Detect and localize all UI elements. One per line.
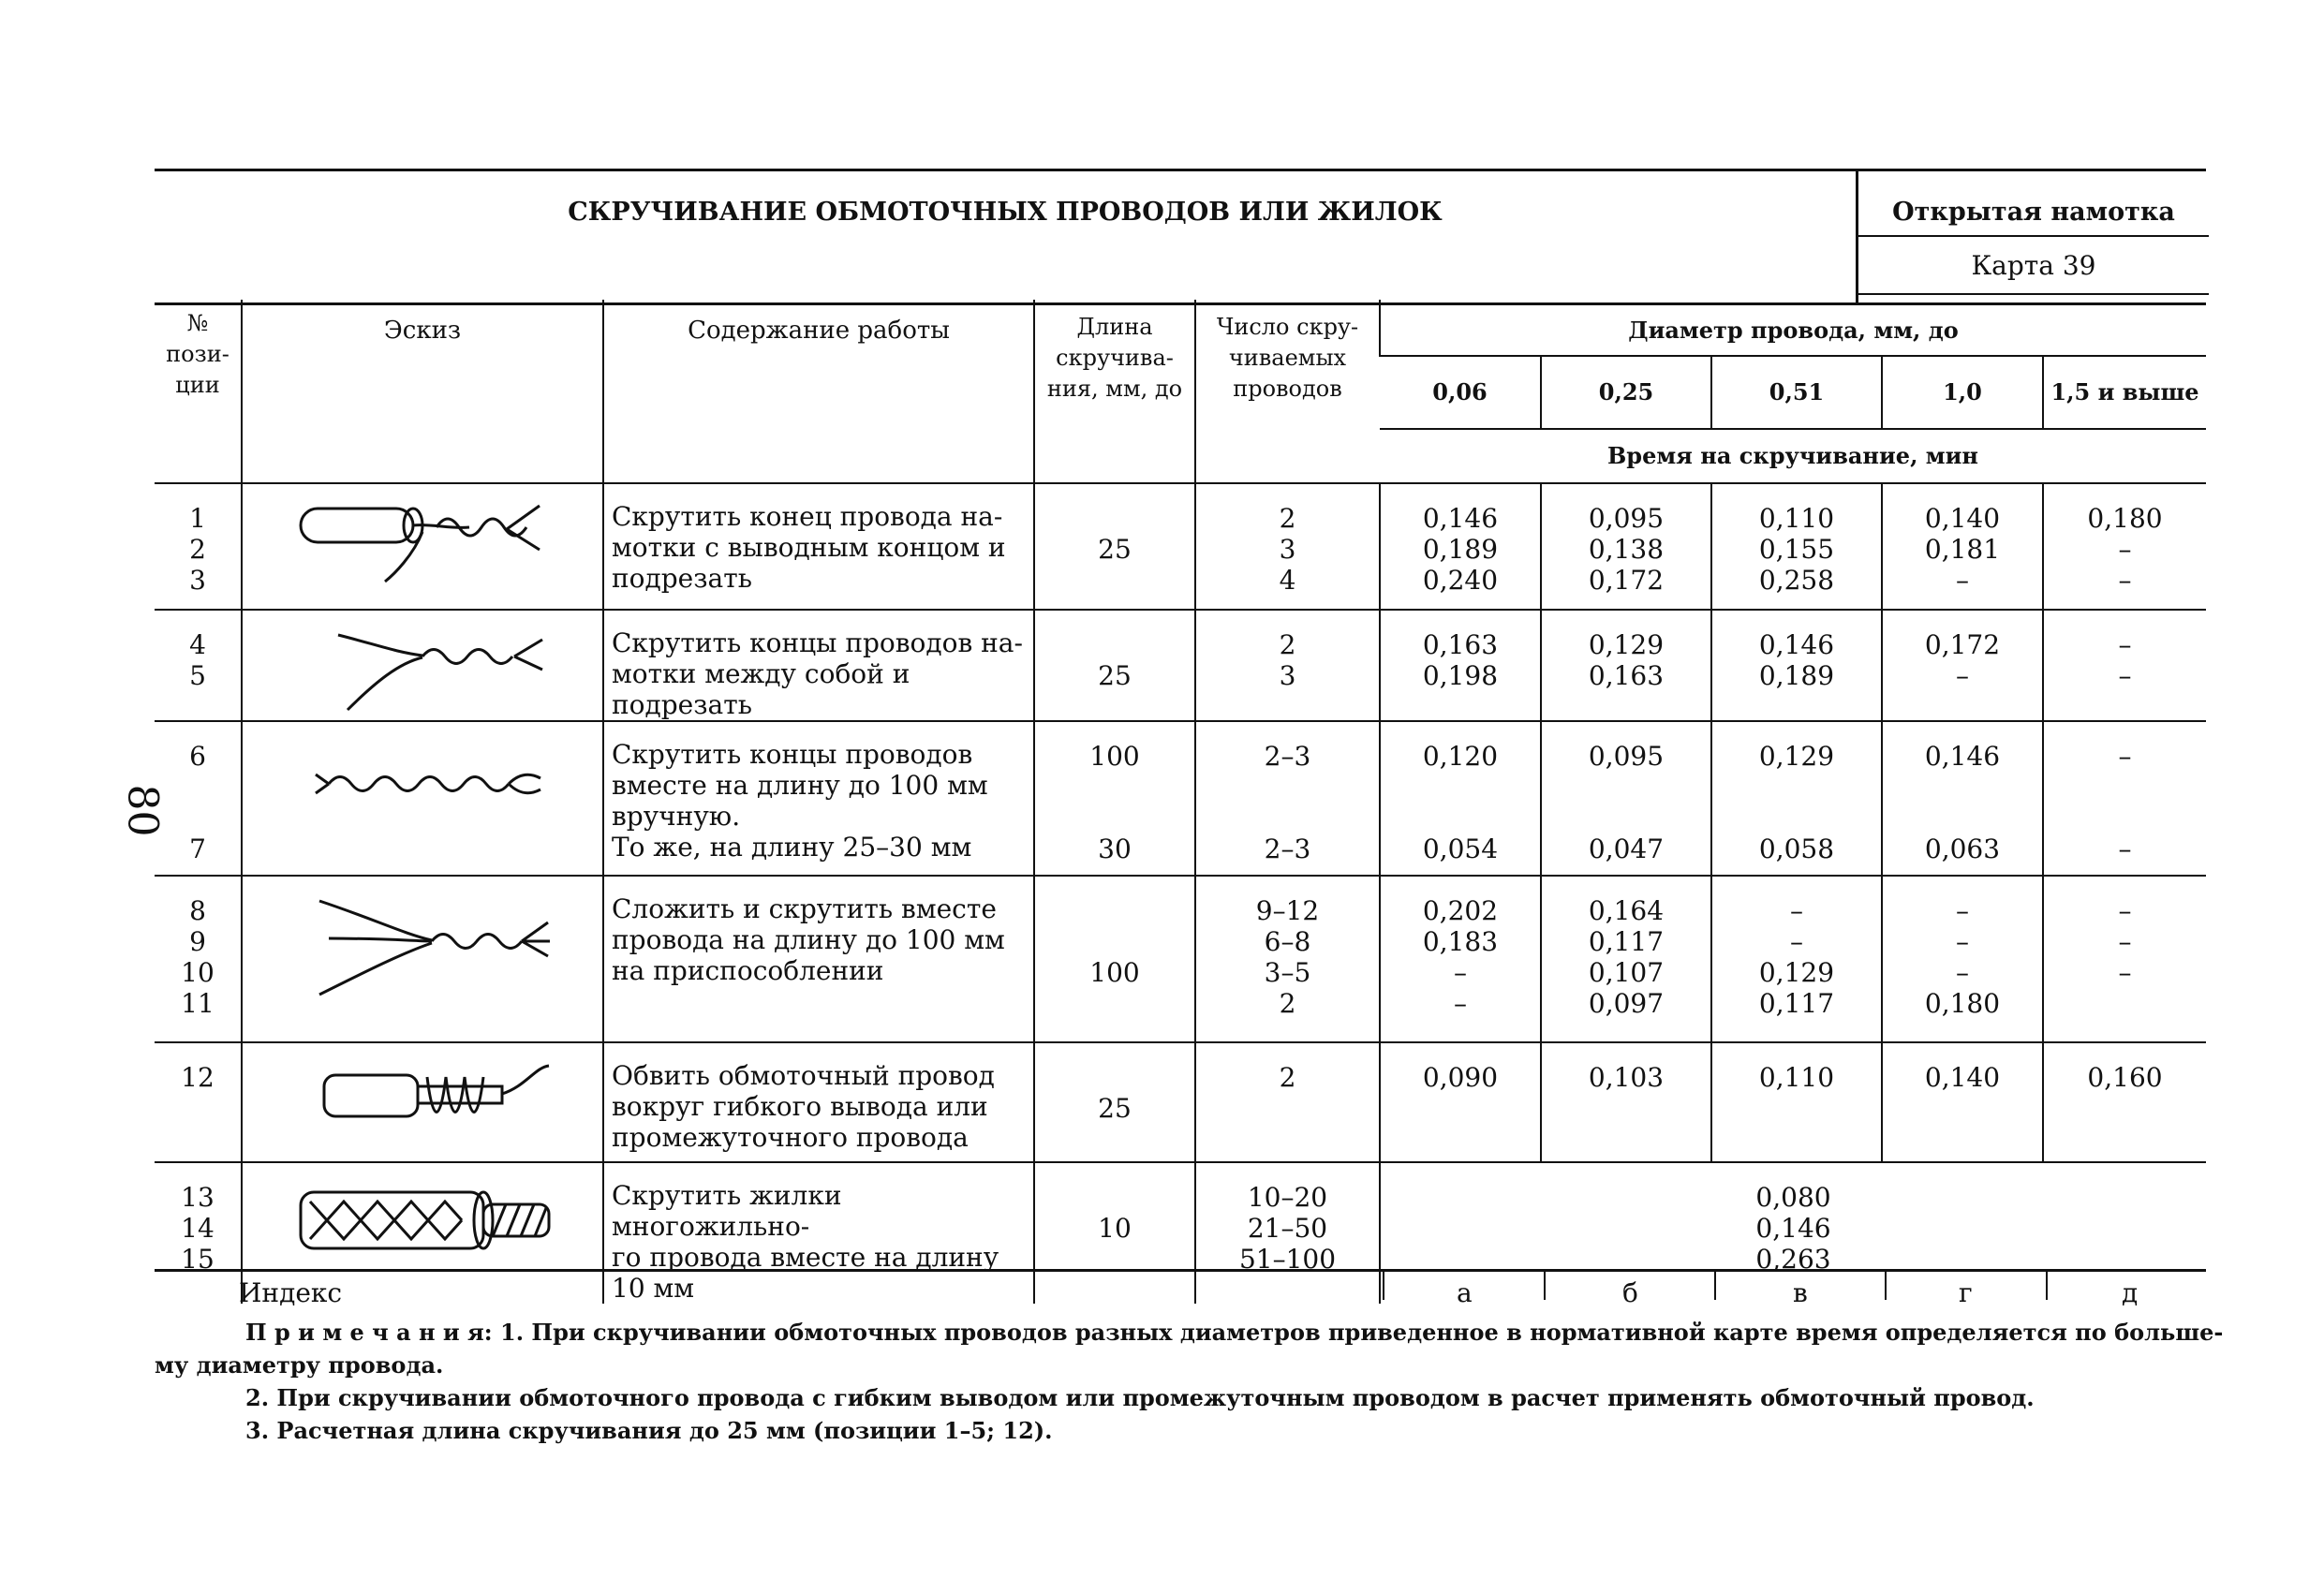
sketch-cell	[242, 876, 603, 1042]
positions: 6 7	[155, 721, 242, 876]
card-number: Карта 39	[1858, 237, 2209, 295]
diameter-header: Диаметр провода, мм, до	[1380, 300, 2206, 356]
time-value: 0,095 0,138 0,172	[1541, 483, 1711, 610]
stranded-cable-icon	[243, 1169, 602, 1272]
wire-count: 9–12 6–8 3–5 2	[1195, 876, 1380, 1042]
table-row	[155, 876, 2206, 1042]
col-work-header: Содержание работы	[603, 300, 1034, 483]
twist-length: 10	[1034, 1162, 1195, 1304]
card-meta	[1856, 171, 2209, 302]
index-b: б	[1622, 1277, 1638, 1308]
positions: 8 9 10 11	[155, 876, 242, 1042]
diam-025: 0,25	[1541, 356, 1711, 429]
positions: 1 2 3	[155, 483, 242, 610]
index-d: д	[2122, 1277, 2139, 1308]
wire-count: 2 3	[1195, 610, 1380, 721]
sketch-cell	[242, 483, 603, 610]
wire-count: 2	[1195, 1042, 1380, 1162]
note-3: 3. Расчетная длина скручивания до 25 мм (позиции 1–5; 12).	[245, 1417, 1053, 1444]
index-g: г	[1959, 1277, 1973, 1308]
twist-length: 100	[1034, 876, 1195, 1042]
time-value: 0,163 0,198	[1380, 610, 1541, 721]
table-body	[155, 483, 2206, 1304]
time-value: 0,172 –	[1882, 610, 2043, 721]
col-length-header: Длина скручива- ния, мм, до	[1034, 300, 1195, 483]
sleeve-wire-twist-icon	[243, 490, 602, 583]
table-row	[155, 610, 2206, 721]
table-row	[155, 483, 2206, 610]
time-value: – – –	[2043, 876, 2206, 1042]
merged-time: 0,080 0,146 0,263	[1380, 1162, 2206, 1304]
time-value: 0,146 0,189	[1711, 610, 1882, 721]
diam-006: 0,06	[1380, 356, 1541, 429]
work-description: Скрутить концы проводов на- мотки между собой и подрезать	[603, 610, 1034, 721]
wrap-around-lead-icon	[243, 1049, 602, 1143]
page-number: 80	[118, 784, 167, 837]
wire-count: 2–3 2–3	[1195, 721, 1380, 876]
table-head	[155, 300, 2206, 483]
index-label: Индекс	[239, 1277, 343, 1308]
norm-table	[155, 300, 2206, 1304]
note-1-cont: му диаметру провода.	[155, 1351, 444, 1379]
diam-15: 1,5 и выше	[2043, 356, 2206, 429]
time-value: 0,140	[1882, 1042, 2043, 1162]
card-category: Открытая намотка	[1858, 171, 2209, 237]
sketch-cell	[242, 610, 603, 721]
wire-count: 10–20 21–50 51–100	[1195, 1162, 1380, 1304]
time-header: Время на скручивание, мин	[1380, 429, 2206, 483]
time-value: 0,140 0,181 –	[1882, 483, 2043, 610]
time-value: 0,103	[1541, 1042, 1711, 1162]
col-count-header: Число скру- чиваемых проводов	[1195, 300, 1380, 483]
index-a: а	[1457, 1277, 1473, 1308]
time-value: 0,180 – –	[2043, 483, 2206, 610]
time-value: 0,110 0,155 0,258	[1711, 483, 1882, 610]
twist-length: 25	[1034, 483, 1195, 610]
time-value: – –	[2043, 610, 2206, 721]
note-2: 2. При скручивании обмоточного провода с гибким выводом или промежуточным проводом в расчет применять обмоточный провод.	[245, 1384, 2035, 1411]
twist-length: 25	[1034, 610, 1195, 721]
time-value: 0,146 0,189 0,240	[1380, 483, 1541, 610]
card-header	[155, 169, 2206, 305]
time-value: – – – 0,180	[1882, 876, 2043, 1042]
diam-051: 0,51	[1711, 356, 1882, 429]
multi-wire-twist-icon	[243, 882, 602, 1004]
time-value: – –	[2043, 721, 2206, 876]
index-v: в	[1793, 1277, 1808, 1308]
positions: 13 14 15	[155, 1162, 242, 1304]
work-description: Сложить и скрутить вместе провода на длину до 100 мм на приспособлении	[603, 876, 1034, 1042]
positions: 4 5	[155, 610, 242, 721]
sketch-cell	[242, 721, 603, 876]
long-twist-icon	[243, 728, 602, 831]
work-description: Обвить обмоточный провод вокруг гибкого вывода или промежуточного провода	[603, 1042, 1034, 1162]
time-value: 0,120 0,054	[1380, 721, 1541, 876]
time-value: 0,129 0,163	[1541, 610, 1711, 721]
time-value: 0,146 0,063	[1882, 721, 2043, 876]
time-value: 0,160	[2043, 1042, 2206, 1162]
work-description: Скрутить конец провода на- мотки с выводным концом и подрезать	[603, 483, 1034, 610]
time-value: 0,110	[1711, 1042, 1882, 1162]
table-row	[155, 721, 2206, 876]
diam-10: 1,0	[1882, 356, 2043, 429]
index-row	[155, 1269, 2206, 1309]
time-value: 0,090	[1380, 1042, 1541, 1162]
card-title: СКРУЧИВАНИЕ ОБМОТОЧНЫХ ПРОВОДОВ ИЛИ ЖИЛОК	[568, 198, 1443, 227]
time-value: – – 0,129 0,117	[1711, 876, 1882, 1042]
work-description: Скрутить концы проводов вместе на длину до 100 мм вручную. То же, на длину 25–30 мм	[603, 721, 1034, 876]
time-value: 0,202 0,183 – –	[1380, 876, 1541, 1042]
time-value: 0,129 0,058	[1711, 721, 1882, 876]
col-sketch-header: Эскиз	[242, 300, 603, 483]
two-wire-twist-icon	[243, 616, 602, 719]
wire-count: 2 3 4	[1195, 483, 1380, 610]
table-row	[155, 1042, 2206, 1162]
note-1: П р и м е ч а н и я: 1. При скручивании обмоточных проводов разных диаметров приведенное в нормативной карте время определяется по больше-	[245, 1319, 2224, 1346]
twist-length: 25	[1034, 1042, 1195, 1162]
twist-length: 100 30	[1034, 721, 1195, 876]
positions: 12	[155, 1042, 242, 1162]
time-value: 0,095 0,047	[1541, 721, 1711, 876]
work-description: Скрутить жилки многожильно- го провода вместе на длину 10 мм	[603, 1162, 1034, 1304]
col-pos-header: № пози- ции	[166, 310, 229, 398]
time-value: 0,164 0,117 0,107 0,097	[1541, 876, 1711, 1042]
sketch-cell	[242, 1042, 603, 1162]
